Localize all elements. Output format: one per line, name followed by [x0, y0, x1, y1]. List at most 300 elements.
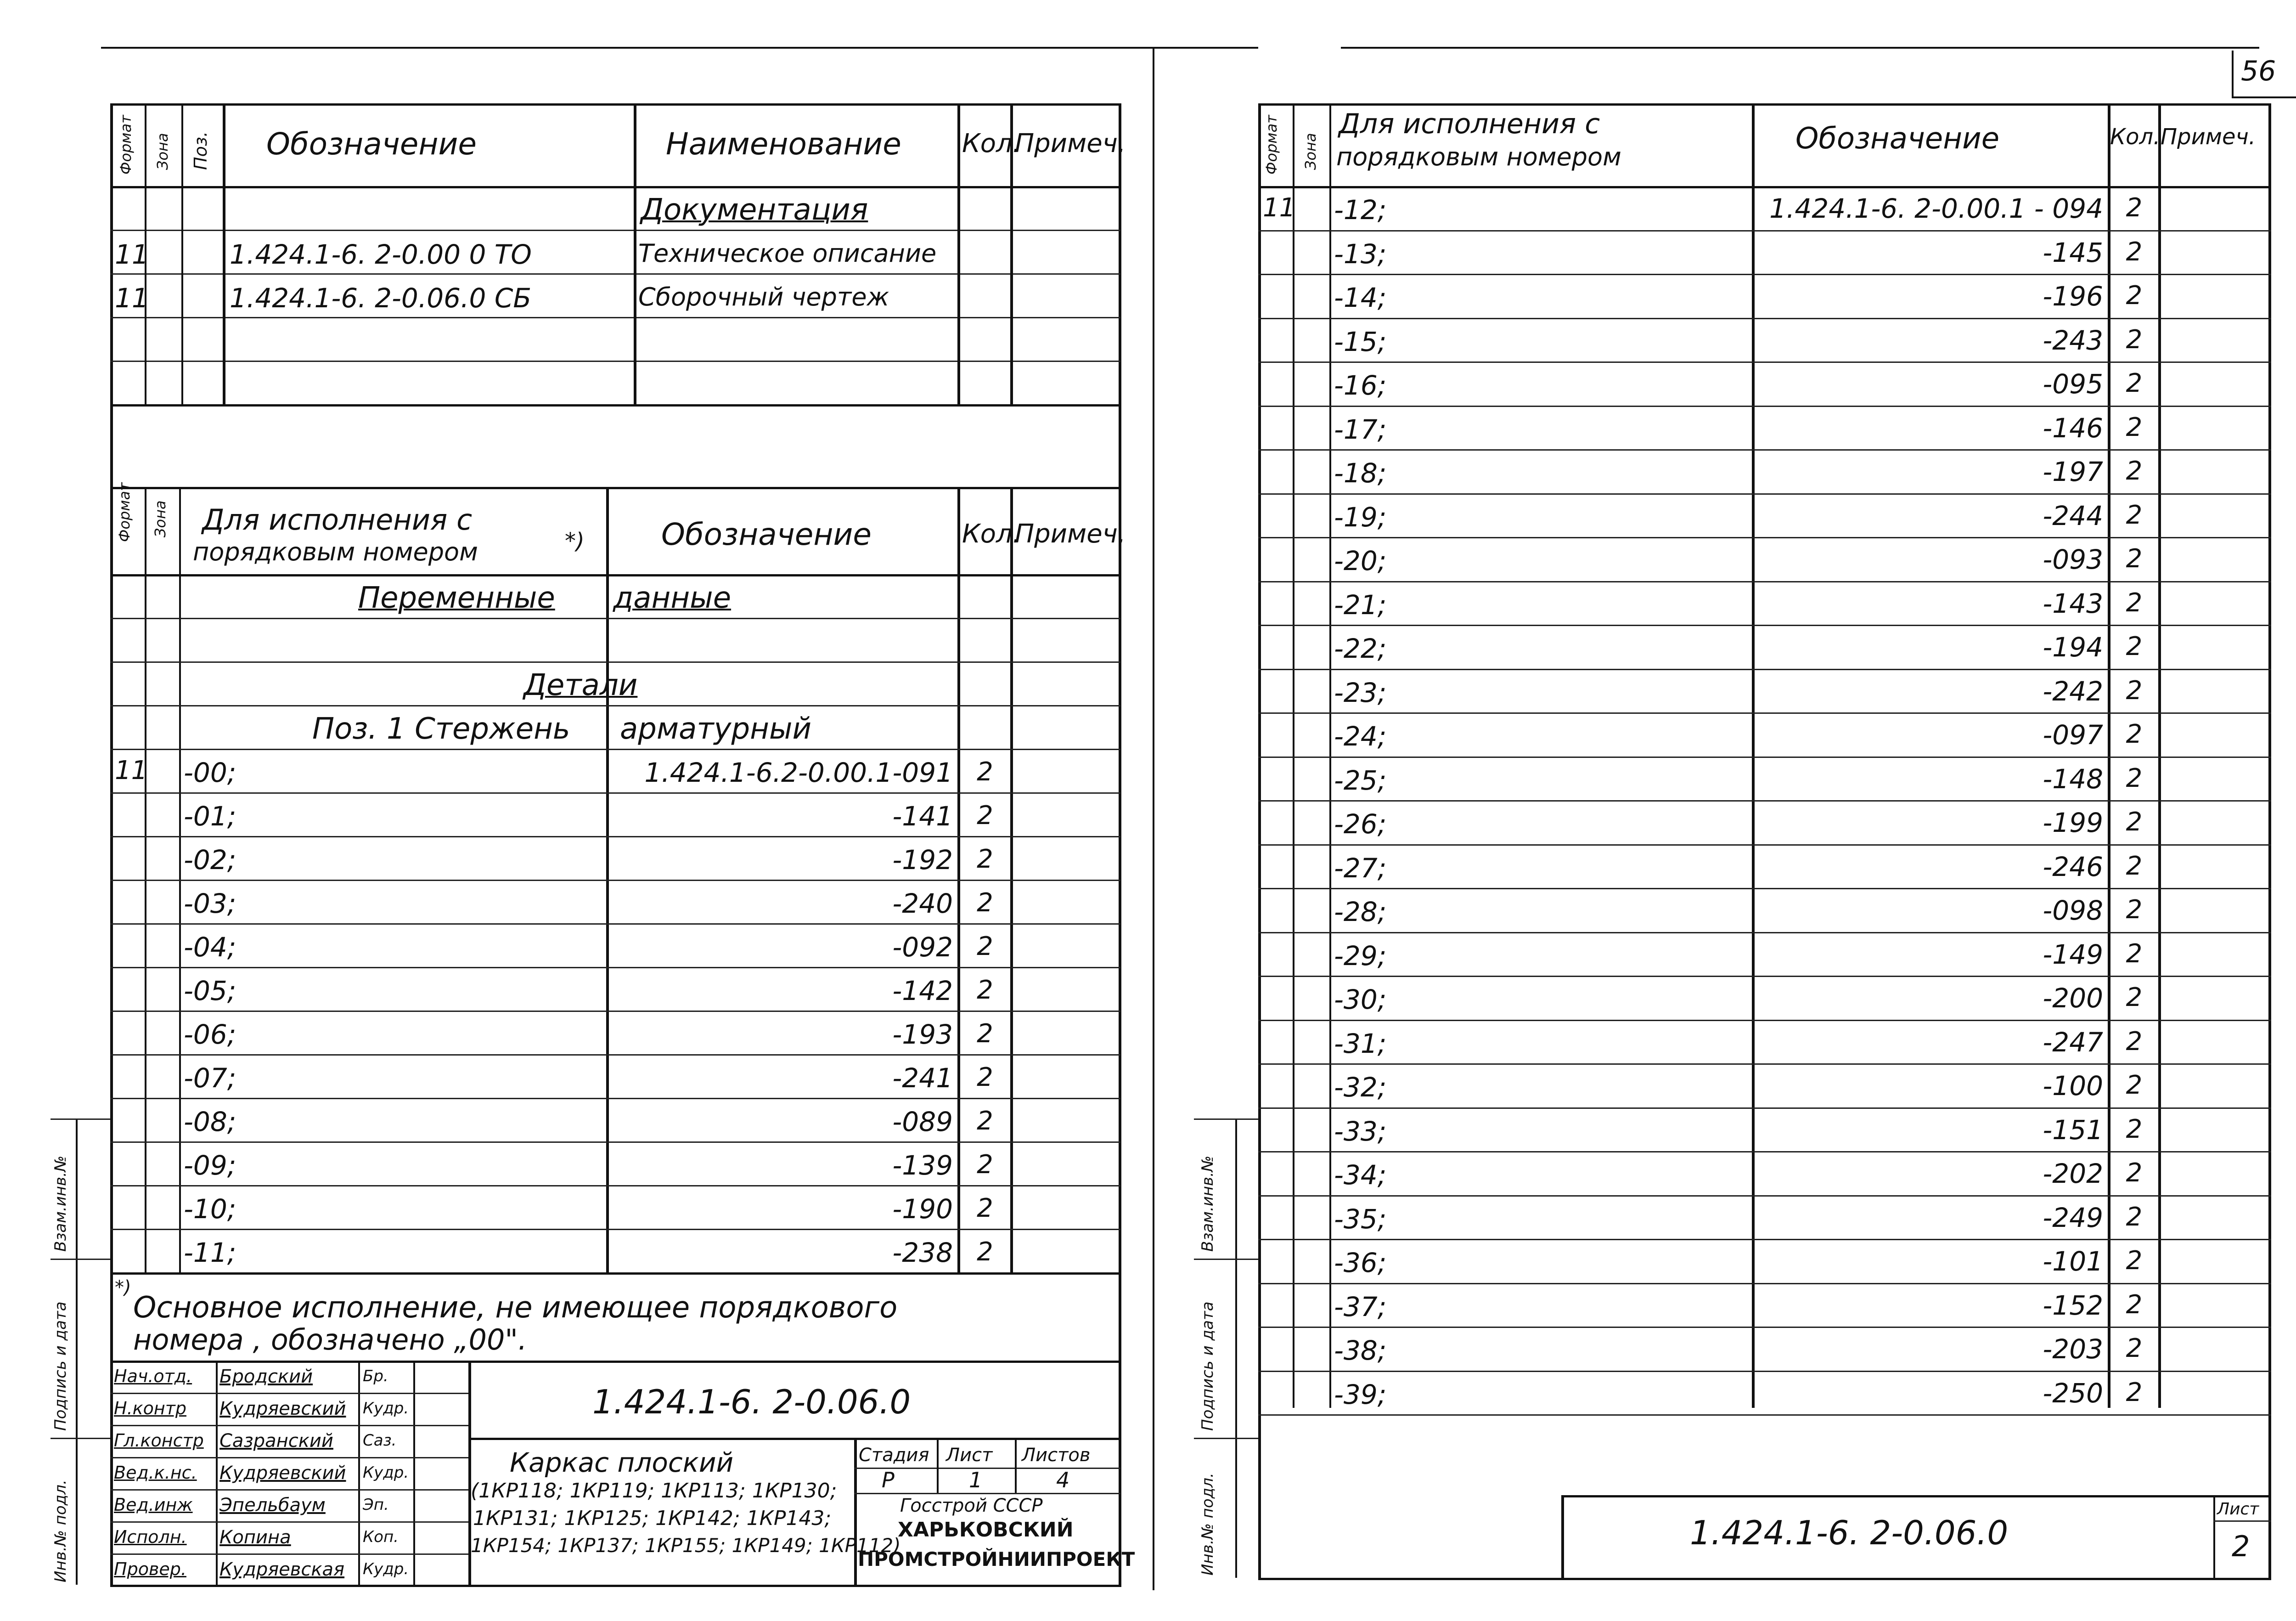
row-qty: 2: [2126, 1202, 2143, 1232]
stamp-signature: Бр.: [363, 1367, 388, 1385]
stamp-col: [358, 1361, 360, 1586]
row-qty: 2: [977, 1150, 993, 1180]
stamp-signature: Эп.: [363, 1496, 389, 1514]
row-qty: 2: [2126, 456, 2143, 486]
doc-name: Сборочный чертеж: [638, 282, 889, 311]
row-exec-number: -08;: [184, 1106, 236, 1137]
stamp-row-line: [110, 1457, 468, 1458]
docs-row-line: [110, 230, 1120, 231]
binding-label-signature: Подпись и дата: [51, 1301, 70, 1431]
row-qty: 2: [2126, 1026, 2143, 1056]
row-exec-number: -19;: [1334, 501, 1387, 533]
right-header-exec-line1: Для исполнения с: [1339, 108, 1600, 140]
row-qty: 2: [2126, 324, 2143, 355]
stamp-signature: Кудр.: [363, 1399, 409, 1418]
stamp-marks-3: 1КР154; 1КР137; 1КР155; 1КР149; 1КР112): [471, 1534, 901, 1557]
doc-designation: 1.424.1-6. 2-0.00 0 ТО: [230, 239, 532, 270]
stamp-person-name: Сазранский: [219, 1430, 333, 1452]
var-row-line: [1258, 1414, 2271, 1416]
right-stamp-sheet-col: [2213, 1495, 2215, 1580]
left-frame-top: [110, 103, 1120, 106]
pos1-title-b: арматурный: [620, 712, 812, 746]
stamp-sub-col: [937, 1438, 939, 1493]
var-row-line: [1258, 581, 2271, 582]
top-edge-line-left: [101, 47, 1258, 49]
row-exec-number: -32;: [1334, 1072, 1387, 1103]
docs-table-bottom: [110, 404, 1120, 407]
stamp-col: [854, 1438, 857, 1585]
var-header-exec-line2: порядковым номером: [193, 537, 478, 566]
row-designation: -247: [2043, 1026, 2103, 1058]
docs-col-line: [223, 103, 225, 404]
var-row-line: [110, 1011, 1120, 1012]
row-exec-number: -30;: [1334, 984, 1387, 1015]
row-qty: 2: [2126, 1289, 2143, 1320]
row-exec-number: -01;: [184, 801, 236, 832]
row-qty: 2: [2126, 719, 2143, 749]
var-row-line: [1258, 1195, 2271, 1197]
var-row-line: [1258, 1239, 2271, 1240]
row-qty: 2: [977, 1062, 993, 1092]
page-number-box-bottom: [2232, 96, 2296, 98]
var-table-top: [110, 487, 1120, 489]
docs-col-line: [634, 103, 636, 404]
binding-strip-line: [1194, 1438, 1258, 1439]
var-row-line: [110, 792, 1120, 794]
row-designation: -141: [892, 801, 953, 832]
row-exec-number: -38;: [1334, 1335, 1387, 1366]
var-row-line: [110, 749, 1120, 750]
row-qty: 2: [2126, 983, 2143, 1012]
row-designation: -243: [2043, 324, 2103, 356]
row-designation: -192: [892, 844, 953, 875]
row-qty: 2: [2126, 368, 2143, 398]
docs-row-line: [110, 361, 1120, 362]
row-exec-number: -21;: [1334, 589, 1387, 621]
var-row-line: [1258, 1063, 2271, 1065]
var-row-line: [1258, 1283, 2271, 1284]
row-designation: -100: [2043, 1070, 2103, 1101]
stamp-row-line: [110, 1553, 468, 1555]
row-exec-number: -31;: [1334, 1028, 1387, 1059]
row-designation: -246: [2043, 851, 2103, 882]
stamp-role: Нач.отд.: [114, 1366, 192, 1386]
right-frame-bottom: [1258, 1578, 2271, 1580]
row-qty: 2: [977, 1193, 993, 1223]
row-designation: 1.424.1-6.2-0.00.1-091: [644, 757, 953, 788]
row-exec-number: -20;: [1334, 545, 1387, 576]
row-qty: 2: [2126, 807, 2143, 837]
stamp-marks-2: 1КР131; 1КР125; 1КР142; 1КР143;: [473, 1507, 832, 1530]
row-exec-number: -12;: [1334, 194, 1387, 226]
row-qty: 2: [2126, 587, 2143, 618]
var-row-line: [1258, 888, 2271, 889]
var-row-line: [110, 1229, 1120, 1230]
stamp-person-name: Эпельбаум: [219, 1495, 326, 1516]
footnote-star: *): [115, 1277, 131, 1298]
row-exec-number: -00;: [184, 757, 236, 788]
row-designation: -203: [2043, 1333, 2103, 1365]
doc-name: Техническое описание: [638, 239, 937, 268]
stamp-person-name: Кудряевский: [219, 1398, 346, 1419]
var-row-line: [110, 836, 1120, 837]
row-qty: 2: [2126, 763, 2143, 793]
var-row-line: [1258, 1107, 2271, 1109]
var-data-title-a: Переменные: [358, 581, 555, 615]
row-designation: -142: [892, 975, 953, 1006]
stamp-sheet: 1: [969, 1468, 983, 1492]
docs-header-format: Формат: [117, 115, 135, 175]
var-row-line: [110, 1185, 1120, 1186]
docs-col-line: [957, 103, 960, 404]
var-row-line: [110, 967, 1120, 968]
row-qty: 2: [2126, 193, 2143, 223]
stamp-sheets-label: Листов: [1022, 1445, 1091, 1466]
footnote-line1: Основное исполнение, не имеющее порядкового: [133, 1291, 898, 1325]
var-row-line: [110, 661, 1120, 663]
var-header-format: Формат: [116, 482, 133, 542]
row-designation: -242: [2043, 675, 2103, 707]
stamp-sheets: 4: [1056, 1468, 1070, 1492]
docs-header-designation: Обозначение: [266, 126, 477, 162]
left-binding-strip-line: [76, 1118, 78, 1585]
binding-strip-line: [51, 1438, 110, 1439]
row-designation: -139: [892, 1150, 953, 1181]
var-row-line: [1258, 406, 2271, 407]
right-header-exec-line2: порядковым номером: [1336, 142, 1621, 171]
binding-strip-line: [51, 1259, 110, 1260]
row-exec-number: -34;: [1334, 1159, 1387, 1191]
row-qty: 2: [2126, 1333, 2143, 1363]
stamp-role: Исполн.: [114, 1527, 187, 1547]
var-row-line: [1258, 757, 2271, 758]
row-format: 11: [115, 756, 148, 785]
left-frame-left: [110, 103, 113, 1587]
row-exec-number: -37;: [1334, 1291, 1387, 1322]
stamp-person-name: Копина: [219, 1527, 291, 1548]
var-row-line: [1258, 976, 2271, 977]
docs-header-bottom: [110, 186, 1120, 188]
binding-strip-line: [1194, 1259, 1258, 1260]
row-qty: 2: [2126, 1246, 2143, 1276]
row-exec-number: -22;: [1334, 633, 1387, 664]
row-designation: -152: [2043, 1289, 2103, 1321]
right-col-line: [1329, 103, 1331, 1408]
var-row-line: [110, 1098, 1120, 1099]
row-designation: -148: [2043, 763, 2103, 795]
doc-format: 11: [115, 282, 149, 314]
var-row-line: [110, 1141, 1120, 1143]
row-exec-number: -39;: [1334, 1378, 1387, 1410]
stamp-person-name: Кудряевский: [219, 1463, 346, 1484]
row-exec-number: -25;: [1334, 764, 1387, 796]
row-designation: -238: [892, 1237, 953, 1268]
var-row-line: [1258, 669, 2271, 670]
var-row-line: [110, 923, 1120, 925]
row-exec-number: -15;: [1334, 326, 1387, 357]
stamp-stage-label: Стадия: [859, 1445, 929, 1466]
row-qty: 2: [977, 1019, 993, 1049]
row-designation: -146: [2043, 412, 2103, 444]
var-row-line: [110, 705, 1120, 706]
row-exec-number: -05;: [184, 975, 236, 1006]
var-row-line: [1258, 1371, 2271, 1372]
row-exec-number: -24;: [1334, 721, 1387, 752]
var-header-note: Примеч.: [1015, 519, 1126, 549]
row-exec-number: -18;: [1334, 457, 1387, 489]
right-frame-left: [1258, 103, 1261, 1580]
row-qty: 2: [2126, 281, 2143, 311]
row-qty: 2: [2126, 544, 2143, 574]
var-row-line: [1258, 318, 2271, 319]
row-designation: -143: [2043, 587, 2103, 619]
top-edge-line-right: [1341, 47, 2259, 49]
row-exec-number: -03;: [184, 888, 236, 919]
docs-row-line: [110, 317, 1120, 318]
var-table-bottom: [110, 1272, 1120, 1275]
stamp-person-name: Бродский: [219, 1366, 313, 1387]
row-qty: 2: [977, 932, 993, 961]
right-stamp-sheet-label: Лист: [2217, 1500, 2259, 1519]
stamp-row-line: [110, 1393, 468, 1394]
binding-strip-line: [51, 1118, 110, 1120]
stamp-org-2: ХАРЬКОВСКИЙ: [898, 1518, 1074, 1542]
right-stamp-top: [1561, 1495, 2271, 1497]
var-row-line: [1258, 800, 2271, 802]
row-designation: -093: [2043, 544, 2103, 575]
row-designation: -200: [2043, 983, 2103, 1014]
row-exec-number: -14;: [1334, 282, 1387, 313]
var-row-line: [1258, 493, 2271, 495]
row-exec-number: -26;: [1334, 808, 1387, 840]
row-designation: 1.424.1-6. 2-0.00.1 - 094: [1769, 193, 2103, 224]
var-header-zone: Зона: [152, 500, 169, 537]
row-exec-number: -27;: [1334, 852, 1387, 884]
right-frame-right: [2268, 103, 2271, 1580]
stamp-org-1: Госстрой СССР: [900, 1495, 1043, 1516]
row-qty: 2: [2126, 1070, 2143, 1100]
var-row-line: [1258, 932, 2271, 933]
row-exec-number: -06;: [184, 1019, 236, 1050]
row-qty: 2: [2126, 412, 2143, 442]
stamp-row-line: [110, 1489, 468, 1491]
var-header-bottom: [110, 574, 1120, 576]
row-exec-number: -23;: [1334, 677, 1387, 708]
row-qty: 2: [977, 757, 993, 787]
row-exec-number: -07;: [184, 1062, 236, 1094]
right-header-designation: Обозначение: [1795, 122, 2000, 156]
stamp-signature: Саз.: [363, 1431, 397, 1450]
doc-format: 11: [115, 239, 149, 270]
binding-label-inv-podl: Инв.№ подл.: [1199, 1473, 1217, 1576]
row-qty: 2: [977, 1106, 993, 1136]
row-exec-number: -10;: [184, 1193, 236, 1225]
row-qty: 2: [2126, 895, 2143, 925]
stamp-row-line: [110, 1425, 468, 1426]
binding-strip-line: [1194, 1118, 1258, 1120]
row-exec-number: -16;: [1334, 370, 1387, 401]
binding-label-vzam: Взам.инв.№: [1199, 1155, 1217, 1252]
stamp-role: Гл.констр: [114, 1430, 204, 1451]
stamp-top: [110, 1361, 1120, 1363]
stamp-role: Вед.инж: [114, 1495, 193, 1515]
var-row-line: [1258, 712, 2271, 714]
right-stamp-left: [1561, 1495, 1564, 1580]
stamp-title: Каркас плоский: [510, 1447, 734, 1478]
var-row-line: [110, 1054, 1120, 1056]
var-row-line: [1258, 1327, 2271, 1328]
binding-label-inv-podl: Инв.№ подл.: [51, 1480, 70, 1582]
doc-designation: 1.424.1-6. 2-0.06.0 СБ: [230, 282, 532, 314]
row-qty: 2: [977, 801, 993, 830]
details-title: Детали: [523, 668, 638, 702]
row-designation: -092: [892, 932, 953, 963]
row-designation: -241: [892, 1062, 953, 1094]
stamp-signature: Кудр.: [363, 1560, 409, 1578]
row-qty: 2: [2126, 1377, 2143, 1407]
stamp-marks-1: (1КР118; 1КР119; 1КР113; 1КР130;: [471, 1479, 837, 1502]
row-format: 11: [1263, 193, 1296, 223]
footnote-line2: номера , обозначено „00".: [133, 1323, 527, 1356]
row-designation: -089: [892, 1106, 953, 1137]
row-designation: -095: [2043, 368, 2103, 400]
right-stamp-code: 1.424.1-6. 2-0.06.0: [1690, 1514, 2009, 1552]
var-row-line: [1258, 844, 2271, 846]
row-designation: -244: [2043, 500, 2103, 531]
var-row-line: [1258, 274, 2271, 275]
stamp-col: [216, 1361, 218, 1586]
right-col-line: [1293, 103, 1294, 1408]
row-qty: 2: [2126, 237, 2143, 267]
pos1-title-a: Поз. 1 Стержень: [312, 712, 570, 746]
stamp-row-line: [110, 1521, 468, 1523]
row-designation: -193: [892, 1019, 953, 1050]
row-designation: -194: [2043, 632, 2103, 663]
var-header-designation: Обозначение: [661, 517, 872, 552]
right-stamp-sheet: 2: [2232, 1530, 2250, 1563]
row-qty: 2: [2126, 1114, 2143, 1144]
binding-label-vzam: Взам.инв.№: [51, 1155, 70, 1252]
var-data-title-b: данные: [613, 581, 732, 615]
var-row-line: [110, 880, 1120, 881]
var-header-star: *): [565, 528, 585, 554]
row-exec-number: -13;: [1334, 238, 1387, 270]
stamp-signature: Кудр.: [363, 1463, 409, 1482]
stamp-col: [413, 1361, 415, 1586]
stamp-org-3: ПРОМСТРОЙНИИПРОЕКТ: [858, 1548, 1135, 1570]
var-header-exec-line1: Для исполнения с: [202, 503, 473, 537]
stamp-role: Провер.: [114, 1559, 186, 1579]
row-designation: -250: [2043, 1377, 2103, 1409]
var-row-line: [1258, 361, 2271, 363]
row-exec-number: -11;: [184, 1237, 236, 1268]
row-qty: 2: [2126, 632, 2143, 661]
right-frame-top: [1258, 103, 2271, 106]
docs-header-pos: Поз.: [191, 131, 211, 170]
row-qty: 2: [977, 975, 993, 1005]
right-header-qty: Кол.: [2110, 124, 2161, 150]
var-row-line: [1258, 449, 2271, 451]
row-exec-number: -35;: [1334, 1203, 1387, 1235]
page-number: 56: [2241, 55, 2276, 87]
stamp-role: Вед.к.нс.: [114, 1463, 197, 1483]
row-designation: -097: [2043, 719, 2103, 751]
row-qty: 2: [977, 888, 993, 918]
stamp-signature: Коп.: [363, 1528, 399, 1546]
docs-header-note: Примеч.: [1015, 129, 1126, 158]
row-designation: -145: [2043, 237, 2103, 268]
right-header-note: Примеч.: [2161, 124, 2256, 150]
row-designation: -151: [2043, 1114, 2103, 1146]
row-designation: -190: [892, 1193, 953, 1225]
right-header-zone: Зона: [1302, 133, 1319, 170]
row-designation: -249: [2043, 1202, 2103, 1233]
row-exec-number: -02;: [184, 844, 236, 875]
row-designation: -101: [2043, 1246, 2103, 1277]
left-frame-bottom: [110, 1585, 1120, 1587]
row-designation: -149: [2043, 938, 2103, 970]
stamp-person-name: Кудряевская: [219, 1559, 345, 1580]
stamp-code: 1.424.1-6. 2-0.06.0: [592, 1383, 911, 1421]
docs-col-line: [181, 103, 183, 404]
row-qty: 2: [2126, 851, 2143, 881]
row-designation: -199: [2043, 807, 2103, 838]
sheet-divider: [1153, 47, 1154, 1590]
var-row-line: [110, 618, 1120, 619]
row-qty: 2: [977, 844, 993, 874]
row-qty: 2: [2126, 675, 2143, 706]
docs-header-qty: Кол.: [962, 129, 1021, 158]
docs-section-title: Документация: [641, 193, 868, 227]
binding-label-signature: Подпись и дата: [1199, 1301, 1217, 1431]
docs-row-line: [110, 273, 1120, 275]
row-exec-number: -28;: [1334, 896, 1387, 927]
row-qty: 2: [2126, 1158, 2143, 1188]
left-frame-right: [1119, 103, 1121, 1587]
right-binding-strip-line: [1235, 1118, 1237, 1578]
var-row-line: [1258, 1151, 2271, 1152]
row-exec-number: -04;: [184, 932, 236, 963]
row-designation: -202: [2043, 1158, 2103, 1189]
row-designation: -098: [2043, 895, 2103, 926]
right-col-line: [2158, 103, 2161, 1408]
var-row-line: [1258, 1020, 2271, 1021]
stamp-stage: Р: [882, 1468, 895, 1492]
row-exec-number: -09;: [184, 1150, 236, 1181]
row-qty: 2: [2126, 938, 2143, 969]
stamp-sheet-label: Лист: [946, 1445, 993, 1466]
stamp-sub: [854, 1493, 1120, 1494]
docs-header-zone: Зона: [154, 133, 171, 170]
var-row-line: [1258, 625, 2271, 626]
row-designation: -196: [2043, 281, 2103, 312]
row-qty: 2: [2126, 500, 2143, 530]
docs-header-name: Наименование: [666, 126, 901, 162]
var-row-line: [1258, 230, 2271, 232]
page-number-box-edge: [2232, 51, 2234, 98]
row-qty: 2: [977, 1237, 993, 1267]
right-stamp-sheet-line: [2213, 1520, 2271, 1522]
right-header-format: Формат: [1263, 115, 1280, 175]
row-exec-number: -36;: [1334, 1247, 1387, 1278]
right-header-bottom: [1258, 186, 2271, 188]
var-header-qty: Кол.: [962, 519, 1021, 549]
row-designation: -197: [2043, 456, 2103, 487]
row-exec-number: -33;: [1334, 1115, 1387, 1147]
row-exec-number: -29;: [1334, 940, 1387, 971]
var-row-line: [1258, 537, 2271, 538]
stamp-sub-col: [1015, 1438, 1017, 1493]
